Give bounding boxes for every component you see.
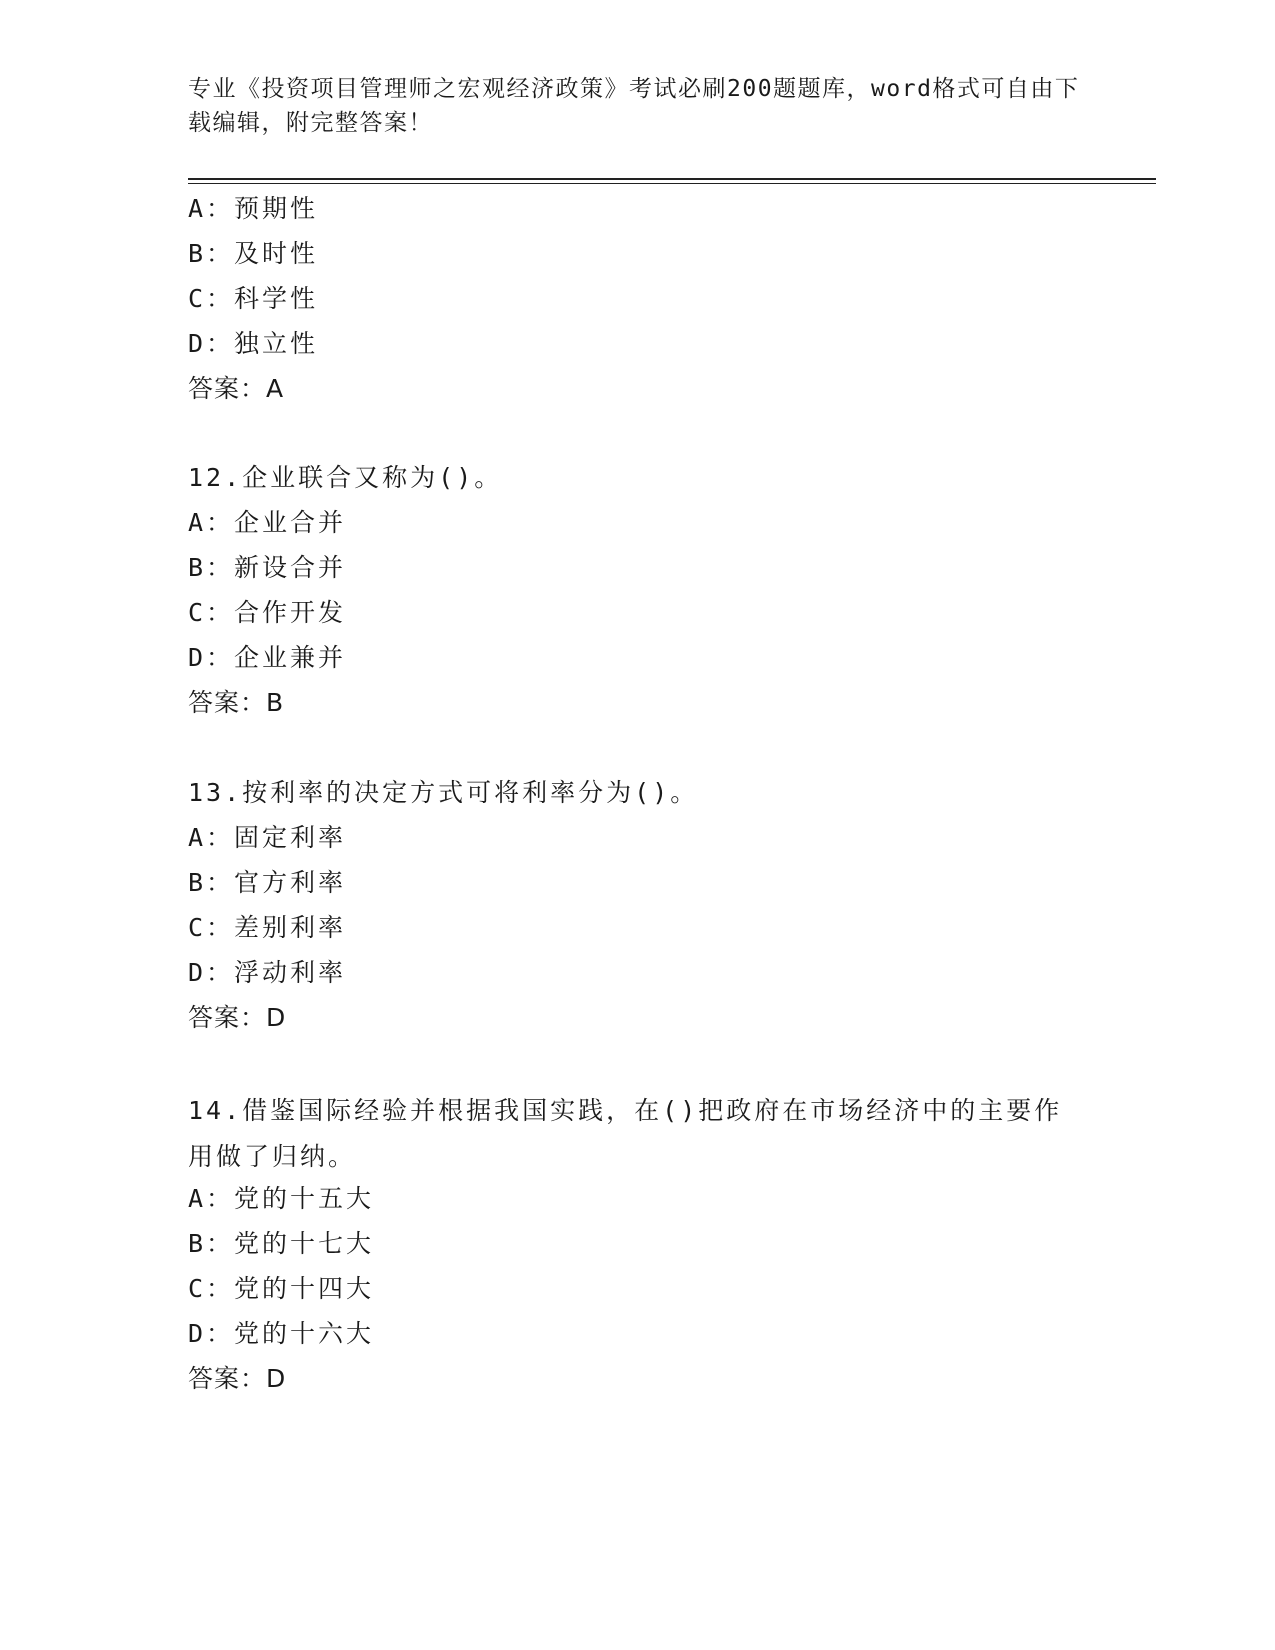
q14-option-b: B：党的十七大 (188, 1229, 375, 1258)
header-divider-thin (188, 183, 1156, 184)
q13-option-d: D：浮动利率 (188, 958, 347, 987)
q13-answer: 答案：D (188, 1003, 287, 1032)
q13-option-a: A：固定利率 (188, 823, 347, 852)
q12-option-a: A：企业合并 (188, 508, 347, 537)
q14-option-a: A：党的十五大 (188, 1184, 375, 1213)
q12-stem: 12.企业联合又称为()。 (188, 463, 503, 492)
q13-option-b: B：官方利率 (188, 868, 347, 897)
q11-option-b: B：及时性 (188, 239, 319, 268)
q12-answer: 答案：B (188, 688, 285, 717)
q14-option-d: D：党的十六大 (188, 1319, 375, 1348)
header-divider (188, 178, 1156, 180)
q12-option-b: B：新设合并 (188, 553, 347, 582)
q13-stem: 13.按利率的决定方式可将利率分为()。 (188, 778, 699, 807)
document-header: 专业《投资项目管理师之宏观经济政策》考试必刷200题题库，word格式可自由下载编辑，附完整答案！ (188, 76, 1080, 136)
q11-option-a: A：预期性 (188, 194, 319, 223)
q14-stem: 14.借鉴国际经验并根据我国实践，在()把政府在市场经济中的主要作用做了归纳。 (188, 1096, 1063, 1171)
q11-option-d: D：独立性 (188, 329, 319, 358)
q11-answer: 答案：A (188, 374, 285, 403)
q12-option-c: C：合作开发 (188, 598, 347, 627)
q11-option-c: C：科学性 (188, 284, 319, 313)
q14-answer: 答案：D (188, 1364, 287, 1393)
q13-option-c: C：差别利率 (188, 913, 347, 942)
q14-option-c: C：党的十四大 (188, 1274, 375, 1303)
q12-option-d: D：企业兼并 (188, 643, 347, 672)
